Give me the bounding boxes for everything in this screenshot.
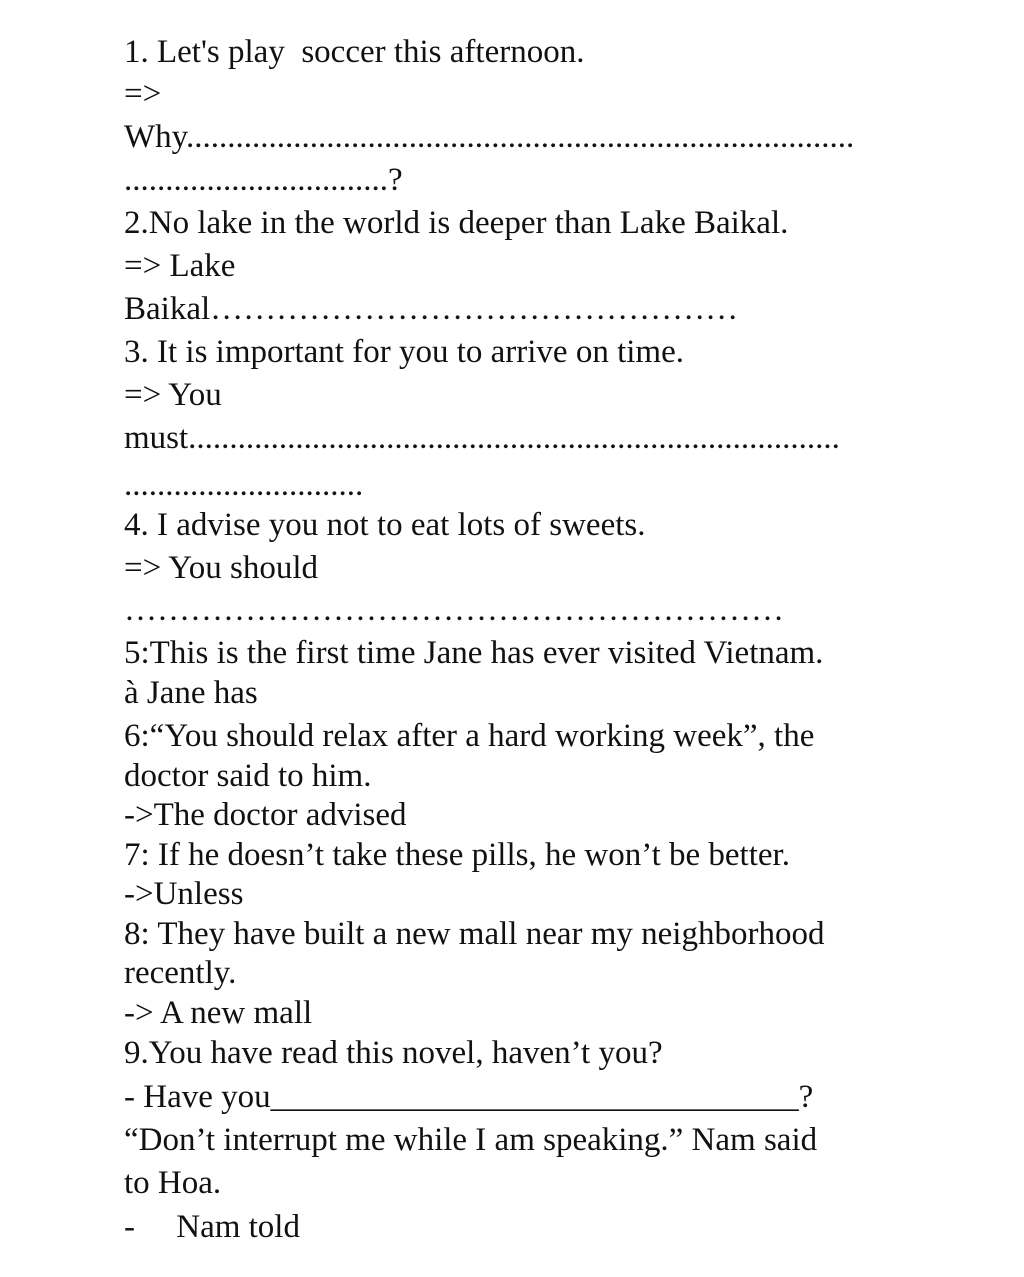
q6-prompt-line-1: 6:“You should relax after a hard working week”, the	[124, 718, 815, 754]
q4-answer-line: ……………………………………………………	[124, 592, 784, 628]
q9-answer: - Have you________________________________?	[124, 1079, 814, 1115]
q5-answer: à Jane has	[124, 675, 258, 711]
q3-arrow: => You	[124, 377, 222, 413]
q3-answer-line-2: .............................	[124, 467, 364, 503]
q10-prompt-line-2: to Hoa.	[124, 1165, 222, 1201]
q10-prompt-line-1: “Don’t interrupt me while I am speaking.” Nam said	[124, 1122, 818, 1158]
q6-answer: ->The doctor advised	[124, 797, 407, 833]
q7-answer: ->Unless	[124, 876, 244, 912]
q8-prompt-line-1: 8: They have built a new mall near my neighborhood	[124, 916, 825, 952]
q2-arrow: => Lake	[124, 248, 236, 284]
q9-prompt: 9.You have read this novel, haven’t you?	[124, 1035, 663, 1071]
q8-answer: -> A new mall	[124, 995, 313, 1031]
q3-answer-line-1: must...............................................................................	[124, 420, 840, 456]
q1-prompt: 1. Let's play soccer this afternoon.	[124, 34, 585, 70]
q4-prompt: 4. I advise you not to eat lots of sweets.	[124, 507, 646, 543]
q6-prompt-line-2: doctor said to him.	[124, 758, 372, 794]
q10-answer: - Nam told	[124, 1209, 300, 1245]
q2-prompt: 2.No lake in the world is deeper than Lake Baikal.	[124, 205, 789, 241]
q7-prompt: 7: If he doesn’t take these pills, he won’t be better.	[124, 837, 790, 873]
q4-arrow: => You should	[124, 550, 319, 586]
q3-prompt: 3. It is important for you to arrive on time.	[124, 334, 684, 370]
q1-answer-line-1: Why.................................................................................	[124, 119, 855, 155]
q1-answer-line-2: ................................?	[124, 162, 403, 198]
q1-arrow: =>	[124, 76, 162, 112]
q5-prompt: 5:This is the first time Jane has ever visited Vietnam.	[124, 635, 824, 671]
q8-prompt-line-2: recently.	[124, 955, 237, 991]
q2-answer-line: Baikal…………………………………………	[124, 291, 739, 327]
